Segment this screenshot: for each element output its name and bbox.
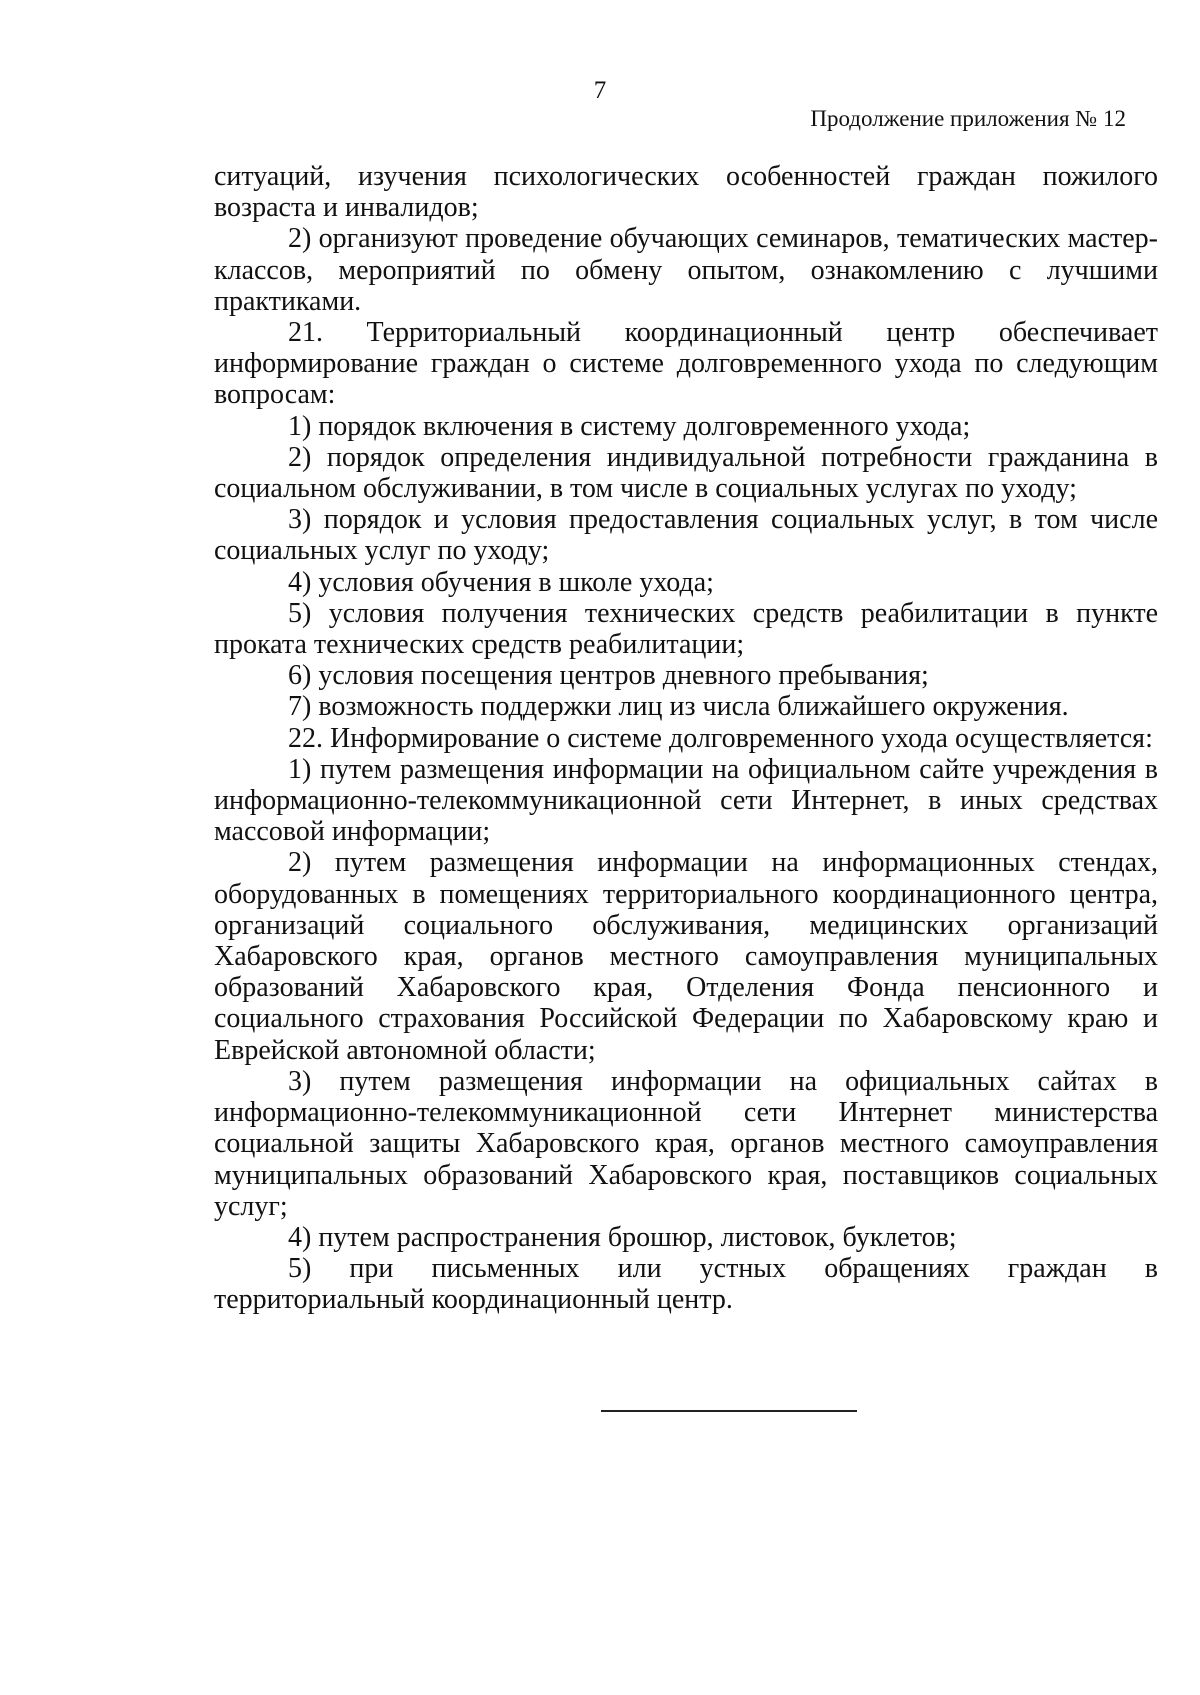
paragraph: 2) организуют проведение обучающих семинаров, тематических мастер-классов, мероприятий по обмену опытом, ознакомлению с лучшими практиками. bbox=[214, 223, 1158, 317]
paragraph: 1) порядок включения в систему долговременного ухода; bbox=[288, 410, 971, 442]
end-divider-line bbox=[601, 1410, 857, 1412]
page-number: 7 bbox=[593, 77, 607, 104]
paragraph: 2) путем размещения информации на информационных стендах, оборудованных в помещениях территориального координационного центра, организаций социального обслуживания, медицинских организаций Хабаровского края, органов местного самоуправления муниципальных образований Хабаровского края, Отделения Фонда пенсионного и социального страхования Российской Федерации по Хабаровскому краю и Еврейской автономной области; bbox=[214, 847, 1158, 1066]
paragraph: 7) возможность поддержки лиц из числа ближайшего окружения. bbox=[288, 691, 1069, 723]
appendix-label: Продолжение приложения № 12 bbox=[810, 106, 1126, 131]
paragraph: 3) путем размещения информации на официальных сайтах в информационно-телекоммуникационной сети Интернет министерства социальной защиты Хабаровского края, органов местного самоуправления муниципальных образований Хабаровского края, поставщиков социальных услуг; bbox=[214, 1065, 1158, 1222]
paragraph: 1) путем размещения информации на официальном сайте учреждения в информационно-телекоммуникационной сети Интернет, в иных средствах массовой информации; bbox=[214, 753, 1158, 848]
paragraph: 5) условия получения технических средств реабилитации в пункте проката технических средств реабилитации; bbox=[214, 597, 1158, 661]
paragraph: 22. Информирование о системе долговременного ухода осуществляется: bbox=[288, 722, 1153, 754]
paragraph: 21. Территориальный координационный центр обеспечивает информирование граждан о системе долговременного ухода по следующим вопросам: bbox=[214, 317, 1158, 411]
paragraph: ситуаций, изучения психологических особенностей граждан пожилого возраста и инвалидов; bbox=[214, 161, 1158, 224]
paragraph: 5) при письменных или устных обращениях граждан в территориальный координационный центр. bbox=[214, 1253, 1158, 1316]
paragraph: 4) путем распространения брошюр, листовок, буклетов; bbox=[288, 1221, 957, 1253]
document-body bbox=[214, 161, 1158, 1316]
paragraph: 2) порядок определения индивидуальной потребности гражданина в социальном обслуживании, в том числе в социальных услугах по уходу; bbox=[214, 441, 1158, 505]
paragraph: 4) условия обучения в школе ухода; bbox=[288, 566, 714, 598]
paragraph: 6) условия посещения центров дневного пребывания; bbox=[288, 660, 929, 692]
paragraph: 3) порядок и условия предоставления социальных услуг, в том числе социальных услуг по уходу; bbox=[214, 504, 1158, 567]
